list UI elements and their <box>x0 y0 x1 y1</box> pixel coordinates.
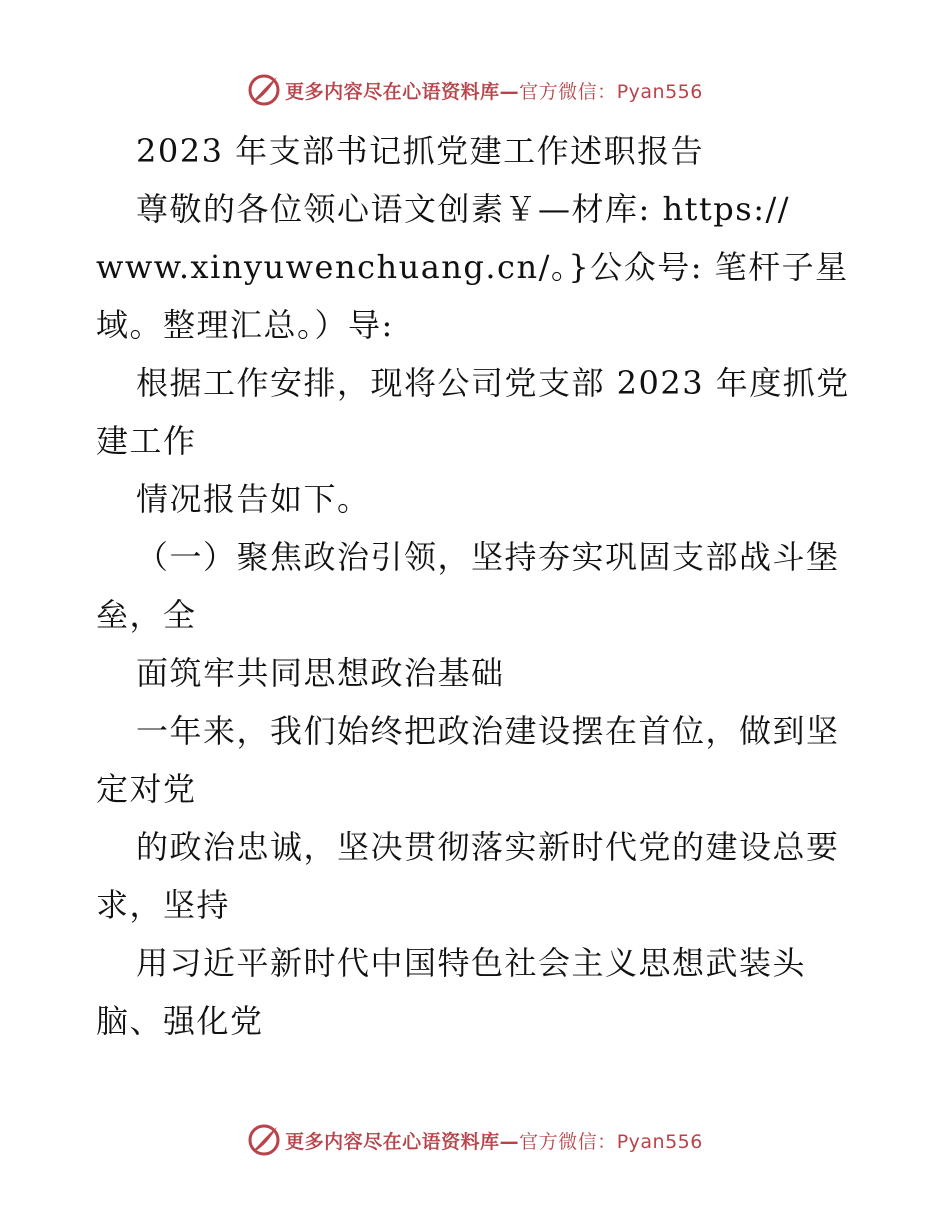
footer-banner-text <box>285 1127 703 1154</box>
document-line: 尊敬的各位领心语文创素￥—材库: https:// <box>136 190 791 228</box>
footer-banner-bold: 更多内容尽在心语资料库— <box>285 1130 520 1153</box>
document-body <box>96 122 866 1050</box>
header-banner-plain: 官方微信： <box>519 80 617 103</box>
document-title: 2023 年支部书记抓党建工作述职报告 <box>136 132 705 170</box>
document-line: 求，坚持 <box>96 886 231 924</box>
document-line: 定对党 <box>96 770 197 808</box>
quill-logo-icon <box>247 1123 281 1157</box>
header-banner-id: Pyan556 <box>616 80 703 103</box>
quill-logo-icon <box>247 73 281 107</box>
footer-banner <box>0 1120 950 1160</box>
document-line: 脑、强化党 <box>96 1002 264 1040</box>
document-line: 建工作 <box>96 422 197 460</box>
document-line: 的政治忠诚，坚决贯彻落实新时代党的建设总要 <box>136 828 840 866</box>
footer-banner-plain: 官方微信： <box>519 1130 617 1153</box>
document-line: 域。整理汇总。）导: <box>96 306 394 344</box>
document-line: 用习近平新时代中国特色社会主义思想武装头 <box>136 944 807 982</box>
document-line: 情况报告如下。 <box>136 480 371 518</box>
document-line: 根据工作安排，现将公司党支部 2023 年度抓党 <box>136 364 850 402</box>
document-line: 垒，全 <box>96 596 197 634</box>
document-line: 一年来，我们始终把政治建设摆在首位，做到坚 <box>136 712 840 750</box>
document-line: 面筑牢共同思想政治基础 <box>136 654 505 692</box>
header-banner-text <box>285 77 703 104</box>
footer-banner-id: Pyan556 <box>616 1130 703 1153</box>
header-banner <box>0 70 950 110</box>
section-heading: （一）聚焦政治引领，坚持夯实巩固支部战斗堡 <box>136 538 840 576</box>
document-line: www.xinyuwenchuang.cn/。}公众号: 笔杆子星 <box>96 248 849 286</box>
header-banner-bold: 更多内容尽在心语资料库— <box>285 80 520 103</box>
